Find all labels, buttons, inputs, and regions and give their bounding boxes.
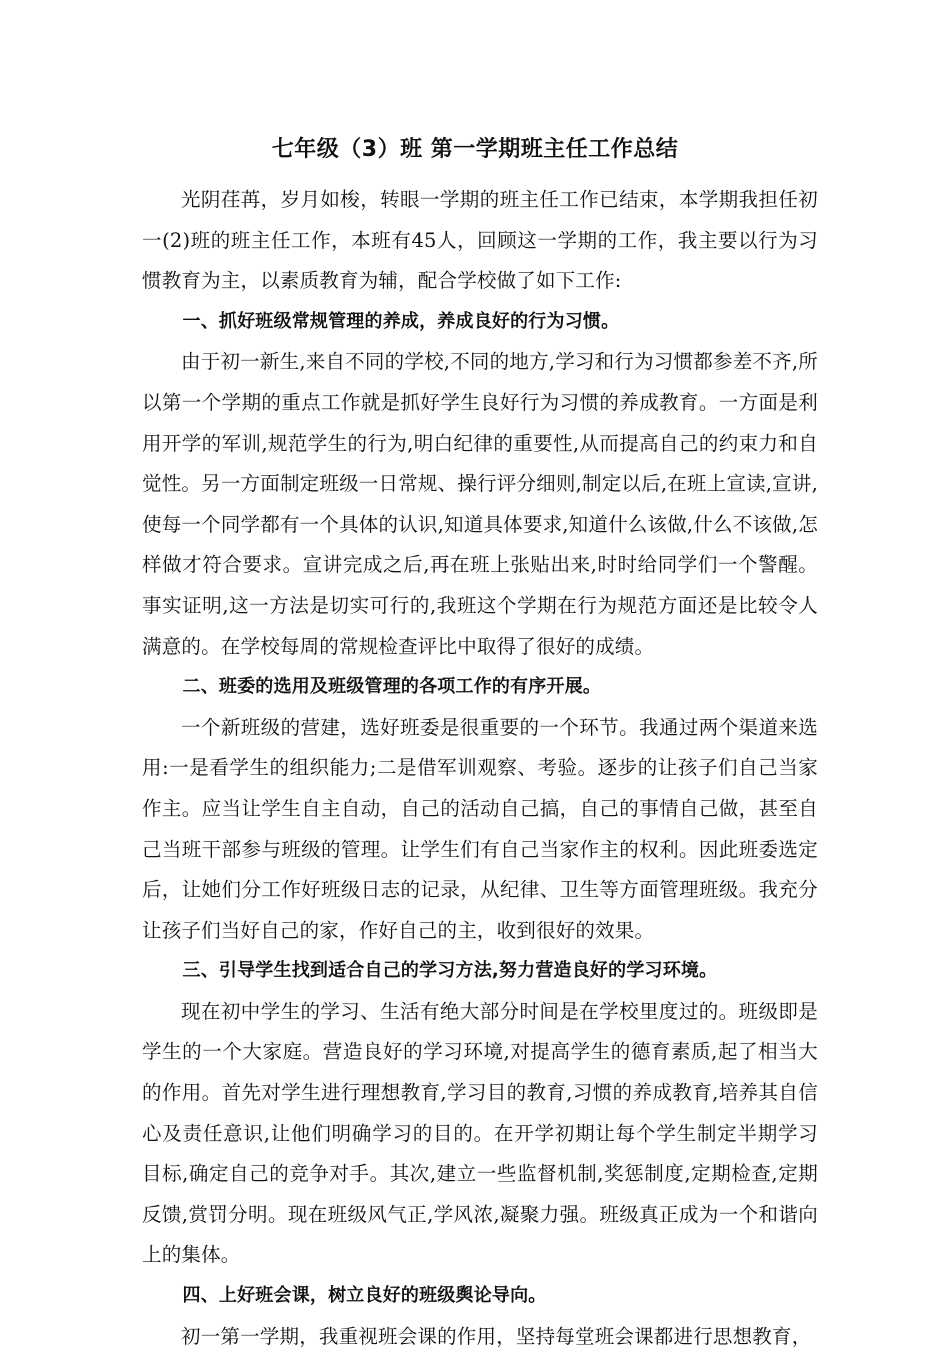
- section-paragraph-2: 一个新班级的营建，选好班委是很重要的一个环节。我通过两个渠道来选用:一是看学生的组织能力;二是借军训观察、考验。逐步的让孩子们自己当家作主。应当让学生自主自动，自己的活动自己搞，自己的事情自己做，甚至自己当班干部参与班级的管理。让学生们有自己当家作主的权利。因此班委选定后，让她们分工作好班级日志的记录，从纪律、卫生等方面管理班级。我充分让孩子们当好自己的家，作好自己的主，收到很好的效果。: [142, 715, 818, 942]
- section-heading-3: 三、引导学生找到适合自己的学习方法,努力营造良好的学习环境。: [182, 960, 718, 982]
- section-paragraph-4: 初一第一学期，我重视班会课的作用，坚持每堂班会课都进行思想教育，: [181, 1324, 812, 1348]
- intro-paragraph: 光阴荏苒，岁月如梭，转眼一学期的班主任工作已结束，本学期我担任初一(2)班的班主任工作，本班有45人，回顾这一学期的工作，我主要以行为习惯教育为主，以素质教育为辅，配合学校做了如下工作:: [142, 188, 818, 293]
- section-paragraph-1: 由于初一新生,来自不同的学校,不同的地方,学习和行为习惯都参差不齐,所以第一个学期的重点工作就是抓好学生良好行为习惯的养成教育。一方面是利用开学的军训,规范学生的行为,明白纪律的重要性,从而提高自己的约束力和自觉性。另一方面制定班级一日常规、操行评分细则,制定以后,在班上宣读,宣讲,使每一个同学都有一个具体的认识,知道具体要求,知道什么该做,什么不该做,怎样做才符合要求。宣讲完成之后,再在班上张贴出来,时时给同学们一个警醒。事实证明,这一方法是切实可行的,我班这个学期在行为规范方面还是比较令人满意的。在学校每周的常规检查评比中取得了很好的成绩。: [142, 350, 818, 658]
- section-heading-1: 一、抓好班级常规管理的养成，养成良好的行为习惯。: [182, 310, 620, 332]
- document-body: [142, 180, 818, 1357]
- section-heading-4: 四、上好班会课，树立良好的班级舆论导向。: [182, 1285, 547, 1307]
- section-paragraph-3: 现在初中学生的学习、生活有绝大部分时间是在学校里度过的。班级即是学生的一个大家庭。营造良好的学习环境,对提高学生的德育素质,起了相当大的作用。首先对学生进行理想教育,学习目的教育,习惯的养成教育,培养其自信心及责任意识,让他们明确学习的目的。在开学初期让每个学生制定半期学习目标,确定自己的竞争对手。其次,建立一些监督机制,奖惩制度,定期检查,定期反馈,赏罚分明。现在班级风气正,学风浓,凝聚力强。班级真正成为一个和谐向上的集体。: [142, 999, 818, 1267]
- document-title: 七年级（3）班 第一学期班主任工作总结: [271, 137, 679, 162]
- section-heading-2: 二、班委的选用及班级管理的各项工作的有序开展。: [182, 676, 602, 698]
